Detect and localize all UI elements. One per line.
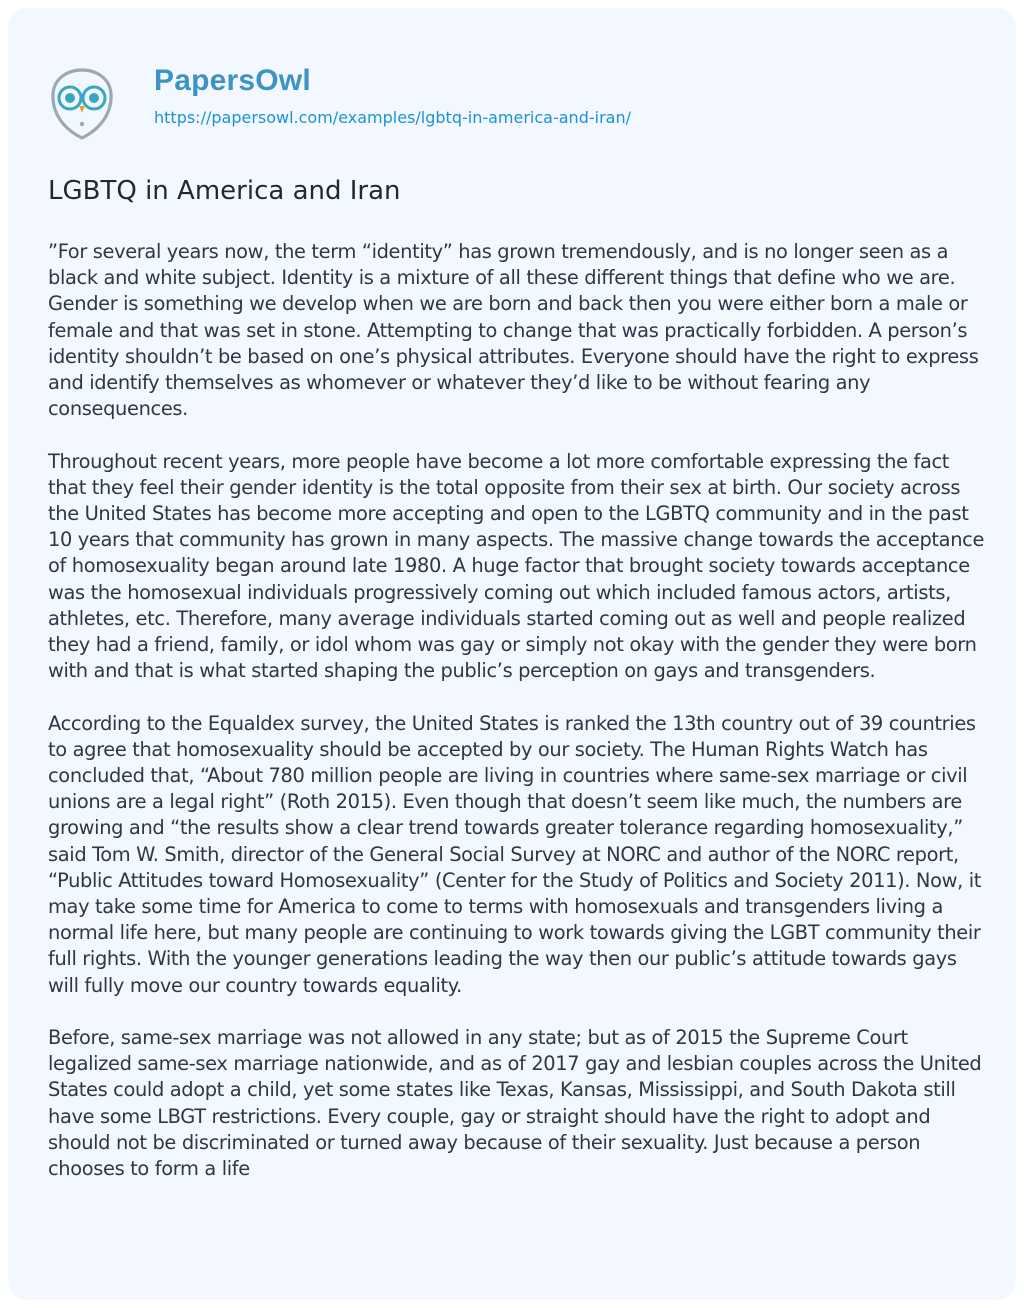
paragraph-2: Throughout recent years, more people have become a lot more comfortable expressing the fact that they feel their gender identity is the total opposite from their sex at birth. Our society across the United States has become more accepting and open to the LGBTQ community and in the past 10 years that community has grown in many aspects. The massive change towards the acceptance of homosexuality began around late 1980. A huge factor that brought society towards acceptance was the homosexual individuals progressively coming out which included famous actors, artists, athletes, etc. Therefore, many average individuals started coming out as well and people realized they had a friend, family, or idol whom was gay or simply not okay with the gender they were born with and that is what started shaping the public’s perception on gays and transgenders.: [48, 449, 985, 683]
owl-logo-icon[interactable]: [48, 66, 116, 142]
paragraph-1: ”For several years now, the term “identity” has grown tremendously, and is no longer seen as a black and white subject. Identity is a mixture of all these different things that define who we are. Gender is something we develop when we are born and back then you were either born a male or female and that was set in stone. Attempting to change that was practically forbidden. A person’s identity shouldn’t be based on one’s physical attributes. Everyone should have the right to express and identify themselves as whomever or whatever they’d like to be without fearing any consequences.: [48, 240, 979, 421]
owl-logo-graphic: [48, 66, 116, 142]
document-page: [8, 8, 1016, 1300]
paragraph-4: Before, same-sex marriage was not allowed in any state; but as of 2015 the Supreme Court legalized same-sex marriage nationwide, and as of 2017 gay and lesbian couples across the United States could adopt a child, yet some states like Texas, Kansas, Mississippi, and South Dakota still have some LBGT restrictions. Every couple, gay or straight should have the right to adopt and should not be discriminated or turned away because of their sexuality. Just because a person chooses to form a life: [48, 1026, 982, 1181]
source-url-link[interactable]: https://papersowl.com/examples/lgbtq-in-america-and-iran/: [154, 108, 631, 127]
paragraph-3: According to the Equaldex survey, the United States is ranked the 13th country out of 39 countries to agree that homosexuality should be accepted by our society. The Human Rights Watch has concluded that, “About 780 million people are living in countries where same-sex marriage or civil unions are a legal right” (Roth 2015). Even though that doesn’t seem like much, the numbers are growing and “the results show a clear trend towards greater tolerance regarding homosexuality,” said Tom W. Smith, director of the General Social Survey at NORC and author of the NORC report, “Public Attitudes toward Homosexuality” (Center for the Study of Politics and Society 2011). Now, it may take some time for America to come to terms with homosexuals and transgenders living a normal life here, but many people are continuing to work towards giving the LGBT community their full rights. With the younger generations leading the way then our public’s attitude towards gays will fully move our country towards equality.: [48, 711, 982, 997]
essay-body: [48, 239, 988, 1208]
essay-title: LGBTQ in America and Iran: [48, 176, 401, 206]
brand-name[interactable]: PapersOwl: [154, 64, 311, 97]
